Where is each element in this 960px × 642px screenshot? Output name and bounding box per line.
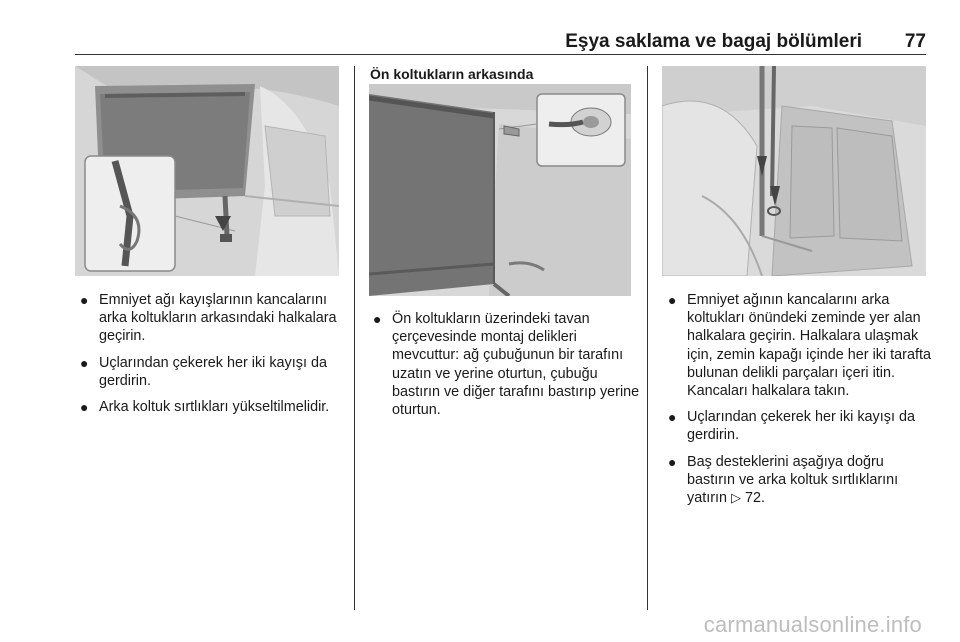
list-item: ● Baş desteklerini aşağıya doğru bastırın ve arka koltuk sırtlıklarını yatırın ▷ 72. bbox=[668, 453, 899, 507]
floor-rings-drawing bbox=[662, 66, 926, 276]
list-item: ● Uçlarından çekerek her iki kayışı da gerdirin. bbox=[668, 409, 915, 444]
bullet-list-col1 bbox=[79, 291, 351, 424]
bullet-list-col2 bbox=[372, 310, 640, 427]
list-item: ● Arka koltuk sırtlıkları yükseltilmelidir. bbox=[80, 399, 330, 416]
bullet-text: Uçlarından çekerek her iki kayışı da gerdirin. bbox=[99, 354, 327, 389]
roof-net-rod-drawing bbox=[369, 84, 631, 296]
bullet-text: Emniyet ağının kancalarını arka koltukları önündeki zeminde yer alan halkalara geçirin. Halkalara ulaşmak için, zemin kapağı içinde her iki tarafta bulunan delikli parçaları içeri itin. Kancaları halkalara takın. bbox=[687, 292, 931, 400]
bullet-text: Arka koltuk sırtlıkları yükseltilmelidir. bbox=[99, 399, 330, 416]
bullet-text: Uçlarından çekerek her iki kayışı da gerdirin. bbox=[687, 409, 915, 444]
list-item: ● Emniyet ağının kancalarını arka koltukları önündeki zeminde yer alan halkalara geçirin. Halkalara ulaşmak için, zemin kapağı içinde her iki tarafta bulunan delikli parçaları içeri itin. Kancaları halkalara takın. bbox=[668, 292, 931, 400]
list-item: ● Uçlarından çekerek her iki kayışı da gerdirin. bbox=[80, 354, 327, 389]
header-divider bbox=[75, 54, 926, 55]
column-divider-2 bbox=[647, 66, 648, 610]
illustration-trunk-net-straps bbox=[75, 66, 339, 276]
trunk-net-straps-drawing bbox=[75, 66, 339, 276]
list-item: ● Ön koltukların üzerindeki tavan çerçevesinde montaj delikleri mevcuttur: ağ çubuğunun bir tarafını uzatın ve yerine oturtun, çubuğu bastırın ve diğer tarafını bastırıp yerine oturtun. bbox=[373, 311, 640, 419]
illustration-roof-net-rod bbox=[369, 84, 631, 296]
list-item: ● Emniyet ağı kayışlarının kancalarını arka koltukların arkasındaki halkalara geçirin. bbox=[80, 292, 337, 345]
bullet-text: Emniyet ağı kayışlarının kancalarını arka koltukların arkasındaki halkalara geçirin. bbox=[99, 292, 337, 345]
bullet-text: Baş desteklerini aşağıya doğru bastırın ve arka koltuk sırtlıklarını yatırın bbox=[687, 453, 899, 507]
illustration-floor-rings bbox=[662, 66, 926, 276]
page-title: Eşya saklama ve bagaj bölümleri bbox=[565, 31, 862, 52]
cross-reference-icon: ▷ bbox=[731, 490, 741, 506]
cross-reference-link[interactable]: 72. bbox=[745, 490, 766, 507]
bullet-text: Ön koltukların üzerindeki tavan çerçevesinde montaj delikleri mevcuttur: ağ çubuğunun bir tarafını uzatın ve yerine oturtun, çubuğu bastırın ve diğer tarafını bastırıp yerine oturtun. bbox=[392, 311, 640, 419]
watermark: carmanualsonline.info bbox=[703, 612, 922, 637]
column-divider-1 bbox=[354, 66, 355, 610]
page-number: 77 bbox=[904, 31, 926, 52]
section-heading: Ön koltukların arkasında bbox=[370, 66, 534, 82]
bullet-list-col3 bbox=[667, 291, 935, 515]
